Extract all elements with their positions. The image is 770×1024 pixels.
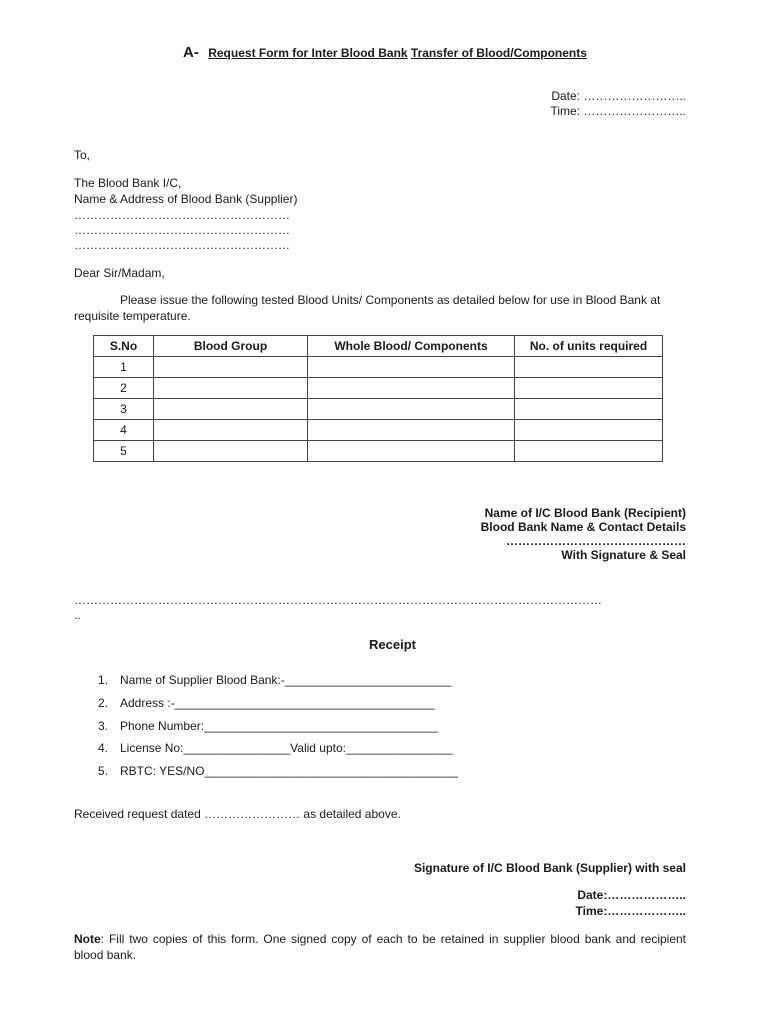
receipt-heading: Receipt [369, 637, 416, 652]
divider-dots: …………………………………………………………………………………………………………………… [74, 593, 602, 607]
row-sno: 1 [94, 357, 154, 378]
list-item [98, 741, 453, 755]
components-cell[interactable] [308, 420, 515, 441]
blood-group-cell[interactable] [154, 399, 308, 420]
row-sno: 3 [94, 399, 154, 420]
list-item [98, 673, 452, 687]
list-item [98, 696, 435, 710]
components-cell[interactable] [308, 378, 515, 399]
rbtc-field[interactable]: RBTC: YES/NO______________________________________ [120, 764, 459, 778]
address-field[interactable]: Address :-_______________________________________ [120, 696, 435, 710]
list-item-number: 4. [98, 741, 109, 755]
table-row [94, 378, 663, 399]
units-cell[interactable] [515, 378, 663, 399]
note-paragraph [74, 931, 686, 963]
addressee-dots-3: ……………………………………………… [74, 238, 290, 252]
units-cell[interactable] [515, 357, 663, 378]
blood-group-cell[interactable] [154, 420, 308, 441]
to-label: To, [74, 148, 91, 162]
supplier-signature-label: Signature of I/C Blood Bank (Supplier) with seal [413, 861, 686, 875]
request-paragraph: Please issue the following tested Blood Units/ Components as detailed below for use in Blood Bank at requisite temperature. [74, 293, 661, 323]
addressee-dots-2: ……………………………………………… [74, 223, 290, 237]
form-title-part2: Transfer of Blood/Components [410, 46, 587, 60]
recipient-dots: ……………………………………… [506, 534, 686, 548]
table-header-row [94, 336, 663, 357]
header-units: No. of units required [515, 336, 663, 357]
components-cell[interactable] [308, 441, 515, 462]
list-item-number: 2. [98, 696, 109, 710]
units-cell[interactable] [515, 441, 663, 462]
note-text: : Fill two copies of this form. One signed copy of each to be retained in supplier blood bank and recipient blood bank. [74, 932, 686, 962]
salutation: Dear Sir/Madam, [74, 266, 165, 280]
list-item-number: 1. [98, 673, 109, 687]
time-line: Time: …………………….. [550, 104, 686, 118]
addressee-dots-1: ……………………………………………… [74, 208, 290, 222]
table-row [94, 420, 663, 441]
components-cell[interactable] [308, 357, 515, 378]
blood-group-cell[interactable] [154, 441, 308, 462]
row-sno: 2 [94, 378, 154, 399]
recipient-name-label: Name of I/C Blood Bank (Recipient) [484, 506, 686, 520]
form-prefix: A- [183, 44, 199, 61]
divider-tail: .. [74, 608, 81, 622]
list-item-number: 3. [98, 719, 109, 733]
date-line: Date: …………………….. [551, 89, 686, 103]
table-row [94, 399, 663, 420]
received-request-line: Received request dated …………………… as detailed above. [74, 807, 401, 821]
header-blood-group: Blood Group [154, 336, 308, 357]
recipient-signature-label: With Signature & Seal [561, 548, 686, 562]
addressee-line1: The Blood Bank I/C, [74, 176, 182, 190]
form-title-part1: Request Form for Inter Blood Bank [208, 46, 408, 60]
list-item [98, 764, 458, 778]
row-sno: 4 [94, 420, 154, 441]
recipient-contact-label: Blood Bank Name & Contact Details [480, 520, 686, 534]
list-item-number: 5. [98, 764, 109, 778]
addressee-line2: Name & Address of Blood Bank (Supplier) [74, 192, 298, 206]
form-title [0, 44, 770, 61]
header-components: Whole Blood/ Components [308, 336, 515, 357]
list-item [98, 719, 438, 733]
phone-field[interactable]: Phone Number:___________________________________ [120, 719, 438, 733]
table-row [94, 357, 663, 378]
note-label: Note [74, 932, 101, 946]
blood-group-cell[interactable] [154, 378, 308, 399]
units-cell[interactable] [515, 399, 663, 420]
supplier-date-line: Date:……………….. [577, 888, 686, 902]
blood-group-cell[interactable] [154, 357, 308, 378]
header-sno: S.No [94, 336, 154, 357]
supplier-name-field[interactable]: Name of Supplier Blood Bank:-_________________________ [120, 673, 452, 687]
row-sno: 5 [94, 441, 154, 462]
units-cell[interactable] [515, 420, 663, 441]
supplier-time-line: Time:……………….. [575, 904, 686, 918]
blood-request-table [93, 335, 663, 462]
components-cell[interactable] [308, 399, 515, 420]
license-field[interactable]: License No:________________Valid upto:________________ [120, 741, 453, 755]
table-row [94, 441, 663, 462]
